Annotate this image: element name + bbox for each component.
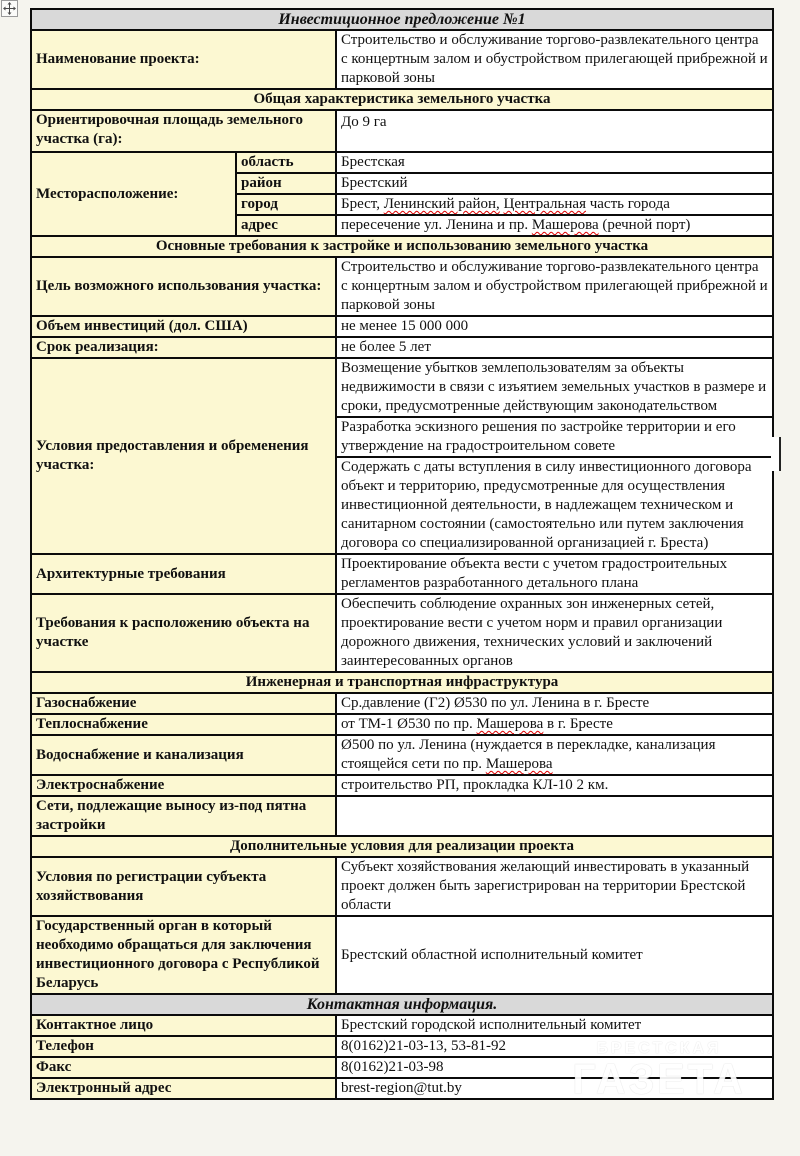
value-location-gorod <box>336 194 773 215</box>
misspelled-word: Машерова <box>485 756 553 772</box>
label-placement: Требования к расположению объекта на участке <box>31 594 336 672</box>
label-location: Месторасположение: <box>31 152 236 236</box>
label-architecture: Архитектурные требования <box>31 554 336 594</box>
value-power: строительство РП, прокладка КЛ-10 2 км. <box>336 775 773 796</box>
value-purpose: Строительство и обслуживание торгово-развлекательного центра с концертным залом и обустройством прилегающей прибрежной и парковой зоны <box>336 257 773 316</box>
label-fax: Факс <box>31 1057 336 1078</box>
text-fragment: (речной порт) <box>598 217 691 233</box>
text-fragment: Ø500 по ул. Ленина (нуждается в перекладке, канализация стоящейся сети по пр. <box>341 737 716 772</box>
value-email: brest-region@tut.by <box>336 1078 773 1099</box>
value-project-name: Строительство и обслуживание торгово-развлекательного центра с концертным залом и обустройством прилегающей прибрежной и парковой зоны <box>336 30 773 89</box>
value-placement: Обеспечить соблюдение охранных зон инженерных сетей, проектирование вести с учетом норм и правил организации дорожного движения, технических условий и заключений заинтересованных органов <box>336 594 773 672</box>
label-conditions: Условия предоставления и обременения участка: <box>31 358 336 554</box>
label-term: Срок реализация: <box>31 337 336 358</box>
label-purpose: Цель возможного использования участка: <box>31 257 336 316</box>
value-location-adres <box>336 215 773 236</box>
value-conditions-2: Разработка эскизного решения по застройке территории и его утверждение на градостроительном совете <box>336 417 773 457</box>
label-authority: Государственный орган в который необходимо обращаться для заключения инвестиционного договора с Республикой Беларусь <box>31 916 336 994</box>
value-phone: 8(0162)21-03-13, 53-81-92 <box>336 1036 773 1057</box>
document-title: Инвестиционное предложение №1 <box>31 9 773 30</box>
value-location-oblast: Брестская <box>336 152 773 173</box>
label-investment: Объем инвестиций (дол. США) <box>31 316 336 337</box>
label-registration: Условия по регистрации субъекта хозяйствования <box>31 857 336 916</box>
label-location-gorod: город <box>236 194 336 215</box>
section-additional-conditions: Дополнительные условия для реализации проекта <box>31 836 773 857</box>
value-heat <box>336 714 773 735</box>
label-water: Водоснабжение и канализация <box>31 735 336 775</box>
value-contact-person: Брестский городской исполнительный комитет <box>336 1015 773 1036</box>
value-investment: не менее 15 000 000 <box>336 316 773 337</box>
label-heat: Теплоснабжение <box>31 714 336 735</box>
label-phone: Телефон <box>31 1036 336 1057</box>
four-way-arrow-icon <box>3 2 16 15</box>
section-general-characteristics: Общая характеристика земельного участка <box>31 89 773 110</box>
value-water <box>336 735 773 775</box>
value-nets <box>336 796 773 836</box>
value-area: До 9 га <box>336 110 773 152</box>
table-border-artifact <box>771 437 781 471</box>
label-power: Электроснабжение <box>31 775 336 796</box>
label-email: Электронный адрес <box>31 1078 336 1099</box>
value-location-rayon: Брестский <box>336 173 773 194</box>
label-area: Ориентировочная площадь земельного участка (га): <box>31 110 336 152</box>
text-fragment: от ТМ-1 Ø530 по пр. <box>341 716 477 732</box>
label-location-oblast: область <box>236 152 336 173</box>
text-fragment: в г. Бресте <box>543 716 613 732</box>
text-fragment: часть города <box>585 196 670 212</box>
value-authority: Брестский областной исполнительный комитет <box>336 916 773 994</box>
label-location-adres: адрес <box>236 215 336 236</box>
section-main-requirements: Основные требования к застройке и использованию земельного участка <box>31 236 773 257</box>
label-project-name: Наименование проекта: <box>31 30 336 89</box>
value-gas: Ср.давление (Г2) Ø530 по ул. Ленина в г. Бресте <box>336 693 773 714</box>
value-fax: 8(0162)21-03-98 <box>336 1057 773 1078</box>
misspelled-word: Машерова <box>531 217 599 233</box>
misspelled-word: Ленинский район, <box>383 196 500 212</box>
value-registration: Субъект хозяйствования желающий инвестировать в указанный проект должен быть зарегистрирован на территории Брестской области <box>336 857 773 916</box>
investment-proposal-table <box>30 8 774 1104</box>
label-contact-person: Контактное лицо <box>31 1015 336 1036</box>
text-fragment: пересечение ул. Ленина и пр. <box>341 217 532 233</box>
label-location-rayon: район <box>236 173 336 194</box>
misspelled-word: Машерова <box>476 716 544 732</box>
label-nets: Сети, подлежащие выносу из-под пятна застройки <box>31 796 336 836</box>
section-contact-info: Контактная информация. <box>31 994 773 1015</box>
section-infrastructure: Инженерная и транспортная инфраструктура <box>31 672 773 693</box>
value-architecture: Проектирование объекта вести с учетом градостроительных регламентов разработанного детального плана <box>336 554 773 594</box>
label-gas: Газоснабжение <box>31 693 336 714</box>
table-move-handle-icon[interactable] <box>1 0 18 17</box>
text-fragment: Брест, <box>341 196 384 212</box>
value-conditions-3: Содержать с даты вступления в силу инвестиционного договора объект и территорию, предусмотренные для осуществления инвестиционной деятельности, в надлежащем техническом и санитарном состоянии (самостоятельно или путем заключения договора со специализированной организацией г. Бреста) <box>336 457 773 554</box>
misspelled-word: Центральная <box>503 196 586 212</box>
value-conditions-1: Возмещение убытков землепользователям за объекты недвижимости в связи с изъятием земельных участков в размере и сроки, предусмотренные действующим законодательством <box>336 358 773 417</box>
watermark-line2: ГАЗЕТА <box>572 1054 746 1104</box>
value-term: не более 5 лет <box>336 337 773 358</box>
watermark-line1: БРЕСТСКАЯ <box>596 1040 722 1057</box>
